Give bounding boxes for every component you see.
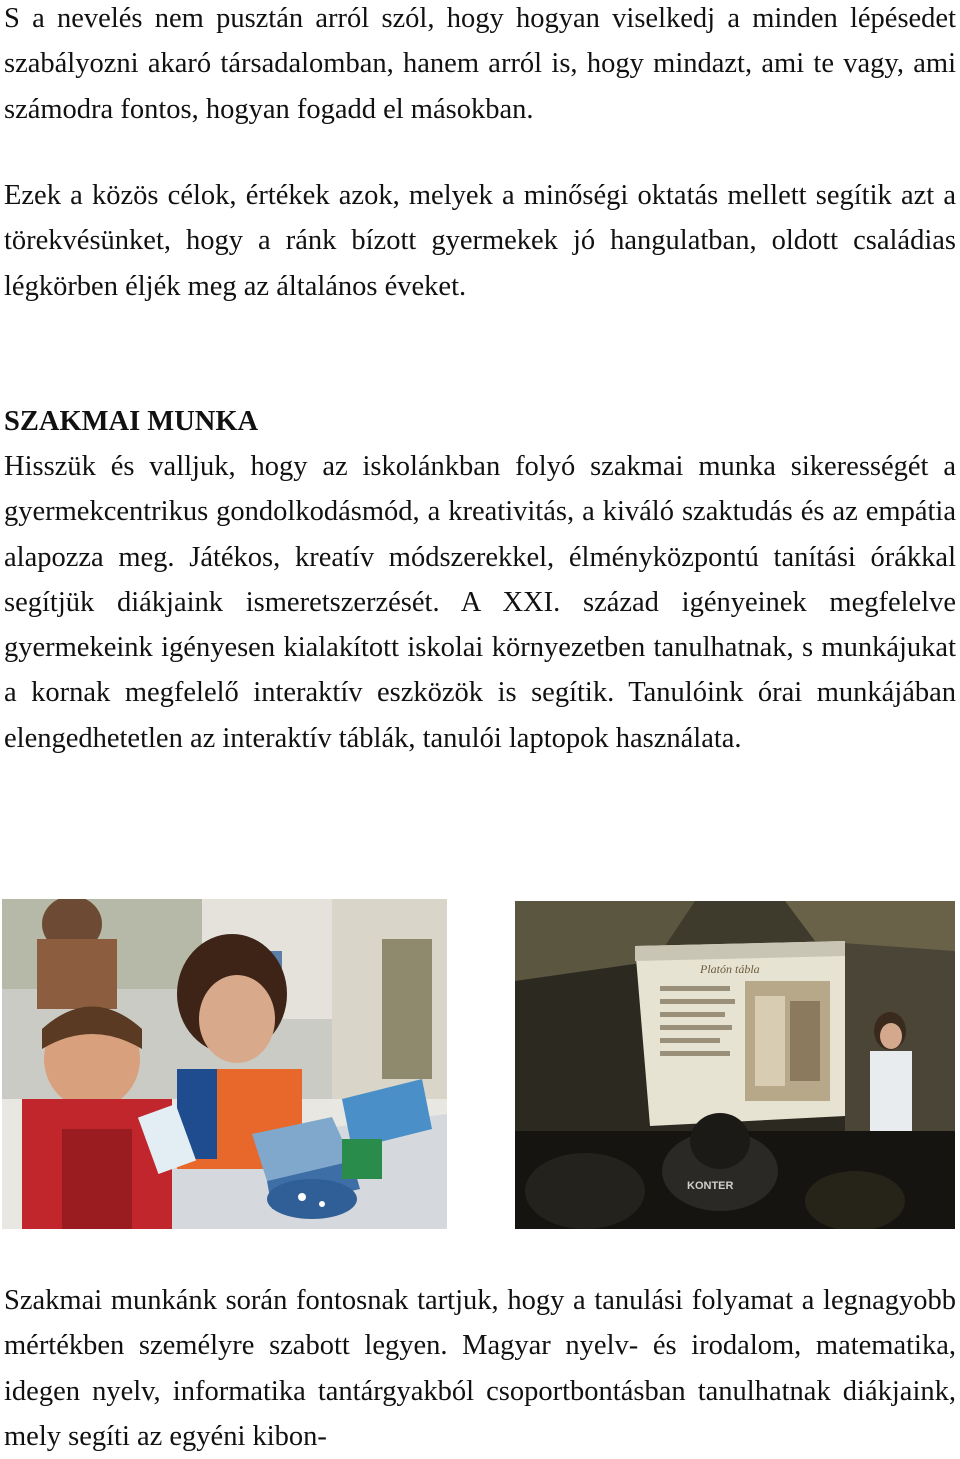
classroom-laptops-photo — [2, 899, 447, 1229]
goals-paragraph: Ezek a közös célok, értékek azok, melyek a minőségi oktatás mellett segítik azt a törekvésünket, hogy a ránk bízott gyermekek jó hangulatban, oldott családias légkörben éljék meg az általános éveket. — [4, 180, 956, 302]
section-heading: SZAKMAI MUNKA — [4, 406, 259, 437]
projector-presentation-photo — [515, 901, 955, 1229]
shirt-text: KONTER — [687, 1180, 734, 1192]
intro-paragraph: S a nevelés nem pusztán arról szól, hogy hogyan viselkedj a minden lépésedet szabályozni akaró társadalomban, hanem arról is, hogy mindazt, ami te vagy, ami számodra fontos, hogyan fogadd el másokban. — [4, 3, 956, 125]
slide-title: Platón tábla — [700, 962, 760, 976]
professional-work-paragraph: Hisszük és valljuk, hogy az iskolánkban folyó szakmai munka sikerességét a gyermekcentrikus gondolkodásmód, a kreativitás, a kiváló szaktudás és az empátia alapozza meg. Játékos, kreatív módszerekkel, élményközpontú tanítási órákkal segítjük diákjaink ismeretszerzését. A XXI. század igényeinek megfelelve gyermekeink igényesen kialakított iskolai környezetben tanulhatnak, s munkájukat a kornak megfelelő interaktív eszközök is segítik. Tanulóink órai munkájában elengedhetetlen az interaktív táblák, tanulói laptopok használata. — [4, 451, 956, 754]
closing-paragraph: Szakmai munkánk során fontosnak tartjuk, hogy a tanulási folyamat a legnagyobb mértékben személyre szabott legyen. Magyar nyelv- és irodalom, matematika, idegen nyelv, informatika tantárgyakból csoportbontásban tanulhatnak diákjaink, mely segíti az egyéni kibon- — [4, 1285, 956, 1452]
classroom-photo-illustration — [2, 899, 447, 1229]
projector-photo-illustration — [515, 901, 955, 1229]
